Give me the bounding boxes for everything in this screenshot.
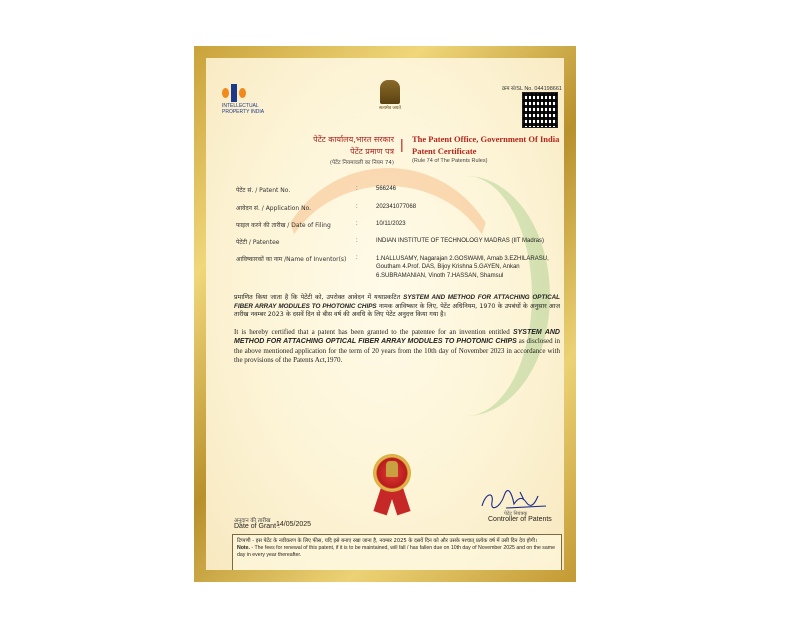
english-pre: It is hereby certified that a patent has been granted to the patentee for an invention entitled (234, 328, 510, 336)
logo-text: INTELLECTUAL PROPERTY INDIA (222, 103, 265, 115)
cert-title-hindi: पेटेंट प्रमाण पत्र (350, 147, 394, 156)
grant-date-label: Date of Grant : (234, 523, 280, 530)
rule-english: (Rule 74 of The Patents Rules) (412, 158, 488, 164)
colon: : (356, 238, 358, 244)
emblem-icon (380, 80, 400, 104)
ip-logo-icon (222, 84, 246, 102)
rule-hindi: (पेटेंट नियमावली का नियम 74) (329, 160, 394, 166)
official-seal (368, 454, 416, 524)
patent-no-value: 566246 (376, 186, 397, 192)
inventors-label: आविष्कारकों का नाम /Name of Inventor(s) (236, 256, 347, 263)
patent-no-label: पेटेंट सं. / Patent No. (236, 187, 291, 194)
colon: : (356, 186, 358, 192)
controller-hindi: पेटेंट नियंत्रक (504, 511, 528, 517)
patentee-label: पेटेंटी / Patentee (236, 239, 280, 246)
ip-india-logo (222, 84, 286, 115)
filing-date-value: 10/11/2023 (376, 221, 406, 227)
renewal-note (232, 534, 562, 570)
hindi-post: नामक आविष्कार के लिए, पेटेंट अधिनियम, 1970 के उपबंधों के अनुसार आज तारीख नवम्बर 2023 के दसवें दिन से बीस वर्ष की अवधि के लिए पेटेंट अनुदत्त किया गया है। (234, 302, 560, 319)
note-english: - The fees for renewal of this patent, if it is to be maintained, will fall / has fallen due on 10th day of November 2025 and on the same day in every year thereafter. (237, 545, 555, 559)
controller-signature (476, 488, 556, 512)
controller-english: Controller of Patents (488, 516, 552, 523)
grant-date-label-hindi: अनुदान की तारीख (234, 518, 271, 524)
certification-hindi (234, 294, 560, 320)
office-hindi: पेटेंट कार्यालय,भारत सरकार (313, 135, 394, 144)
colon: : (356, 221, 358, 227)
hindi-pre: प्रमाणित किया जाता है कि पेटेंटी को, उपरोक्त आवेदन में यथाप्रकटित (234, 294, 401, 301)
english-post: as disclosed in the above mentioned application for the term of 20 years from the 10th day of November 2023 in accordance with the provisions of the Patents Act,1970. (234, 337, 561, 365)
cert-title-english: Patent Certificate (412, 146, 477, 156)
certification-english (234, 328, 560, 366)
application-no-value: 202341077068 (376, 204, 417, 210)
grant-date-value: 14/05/2025 (276, 521, 312, 528)
qr-code-icon (522, 92, 558, 128)
application-no-label: आवेदन सं. / Application No. (236, 205, 312, 212)
inventors-value: 1.NALLUSAMY, Nagarajan 2.GOSWAMI, Arnab 3.EZHILARASU, Goutham 4.Prof. DAS, Bijoy Krishna 5.GAYEN, Ankan 6.SUBRAMANIAN, Vinoth 7.HASSAN, Shamsul (376, 256, 549, 279)
office-english: The Patent Office, Government Of India (412, 134, 560, 144)
filing-date-label: फाइल करने की तारीख / Date of Filing (236, 222, 331, 229)
colon: : (356, 255, 358, 261)
certificate-frame (194, 46, 576, 582)
note-hindi: टिप्पणी - इस पेटेंट के नवीकरण के लिए फीस, यदि इसे बनाए रखा जाना है, नवम्बर 2025 के दसवें दिन को और उसके पश्चात् प्रत्येक वर्ष में उसी दिन देय होगी। (237, 538, 537, 544)
patentee-value: INDIAN INSTITUTE OF TECHNOLOGY MADRAS (IIT Madras) (376, 238, 545, 244)
invention-title: SYSTEM AND METHOD FOR ATTACHING OPTICAL FIBER ARRAY MODULES TO PHOTONIC CHIPS (234, 294, 561, 310)
certificate-paper (206, 58, 564, 570)
national-emblem (376, 80, 404, 111)
title-separator: | (400, 136, 404, 152)
serial-number: क्रम सं/SL No. 044198661 (502, 86, 562, 92)
colon: : (356, 204, 358, 210)
note-label: Note. (237, 545, 250, 552)
seal-medal-icon (373, 454, 411, 492)
emblem-motto: सत्यमेव जयते (379, 105, 401, 110)
invention-title: SYSTEM AND METHOD FOR ATTACHING OPTICAL FIBER ARRAY MODULES TO PHOTONIC CHIPS (234, 329, 560, 346)
